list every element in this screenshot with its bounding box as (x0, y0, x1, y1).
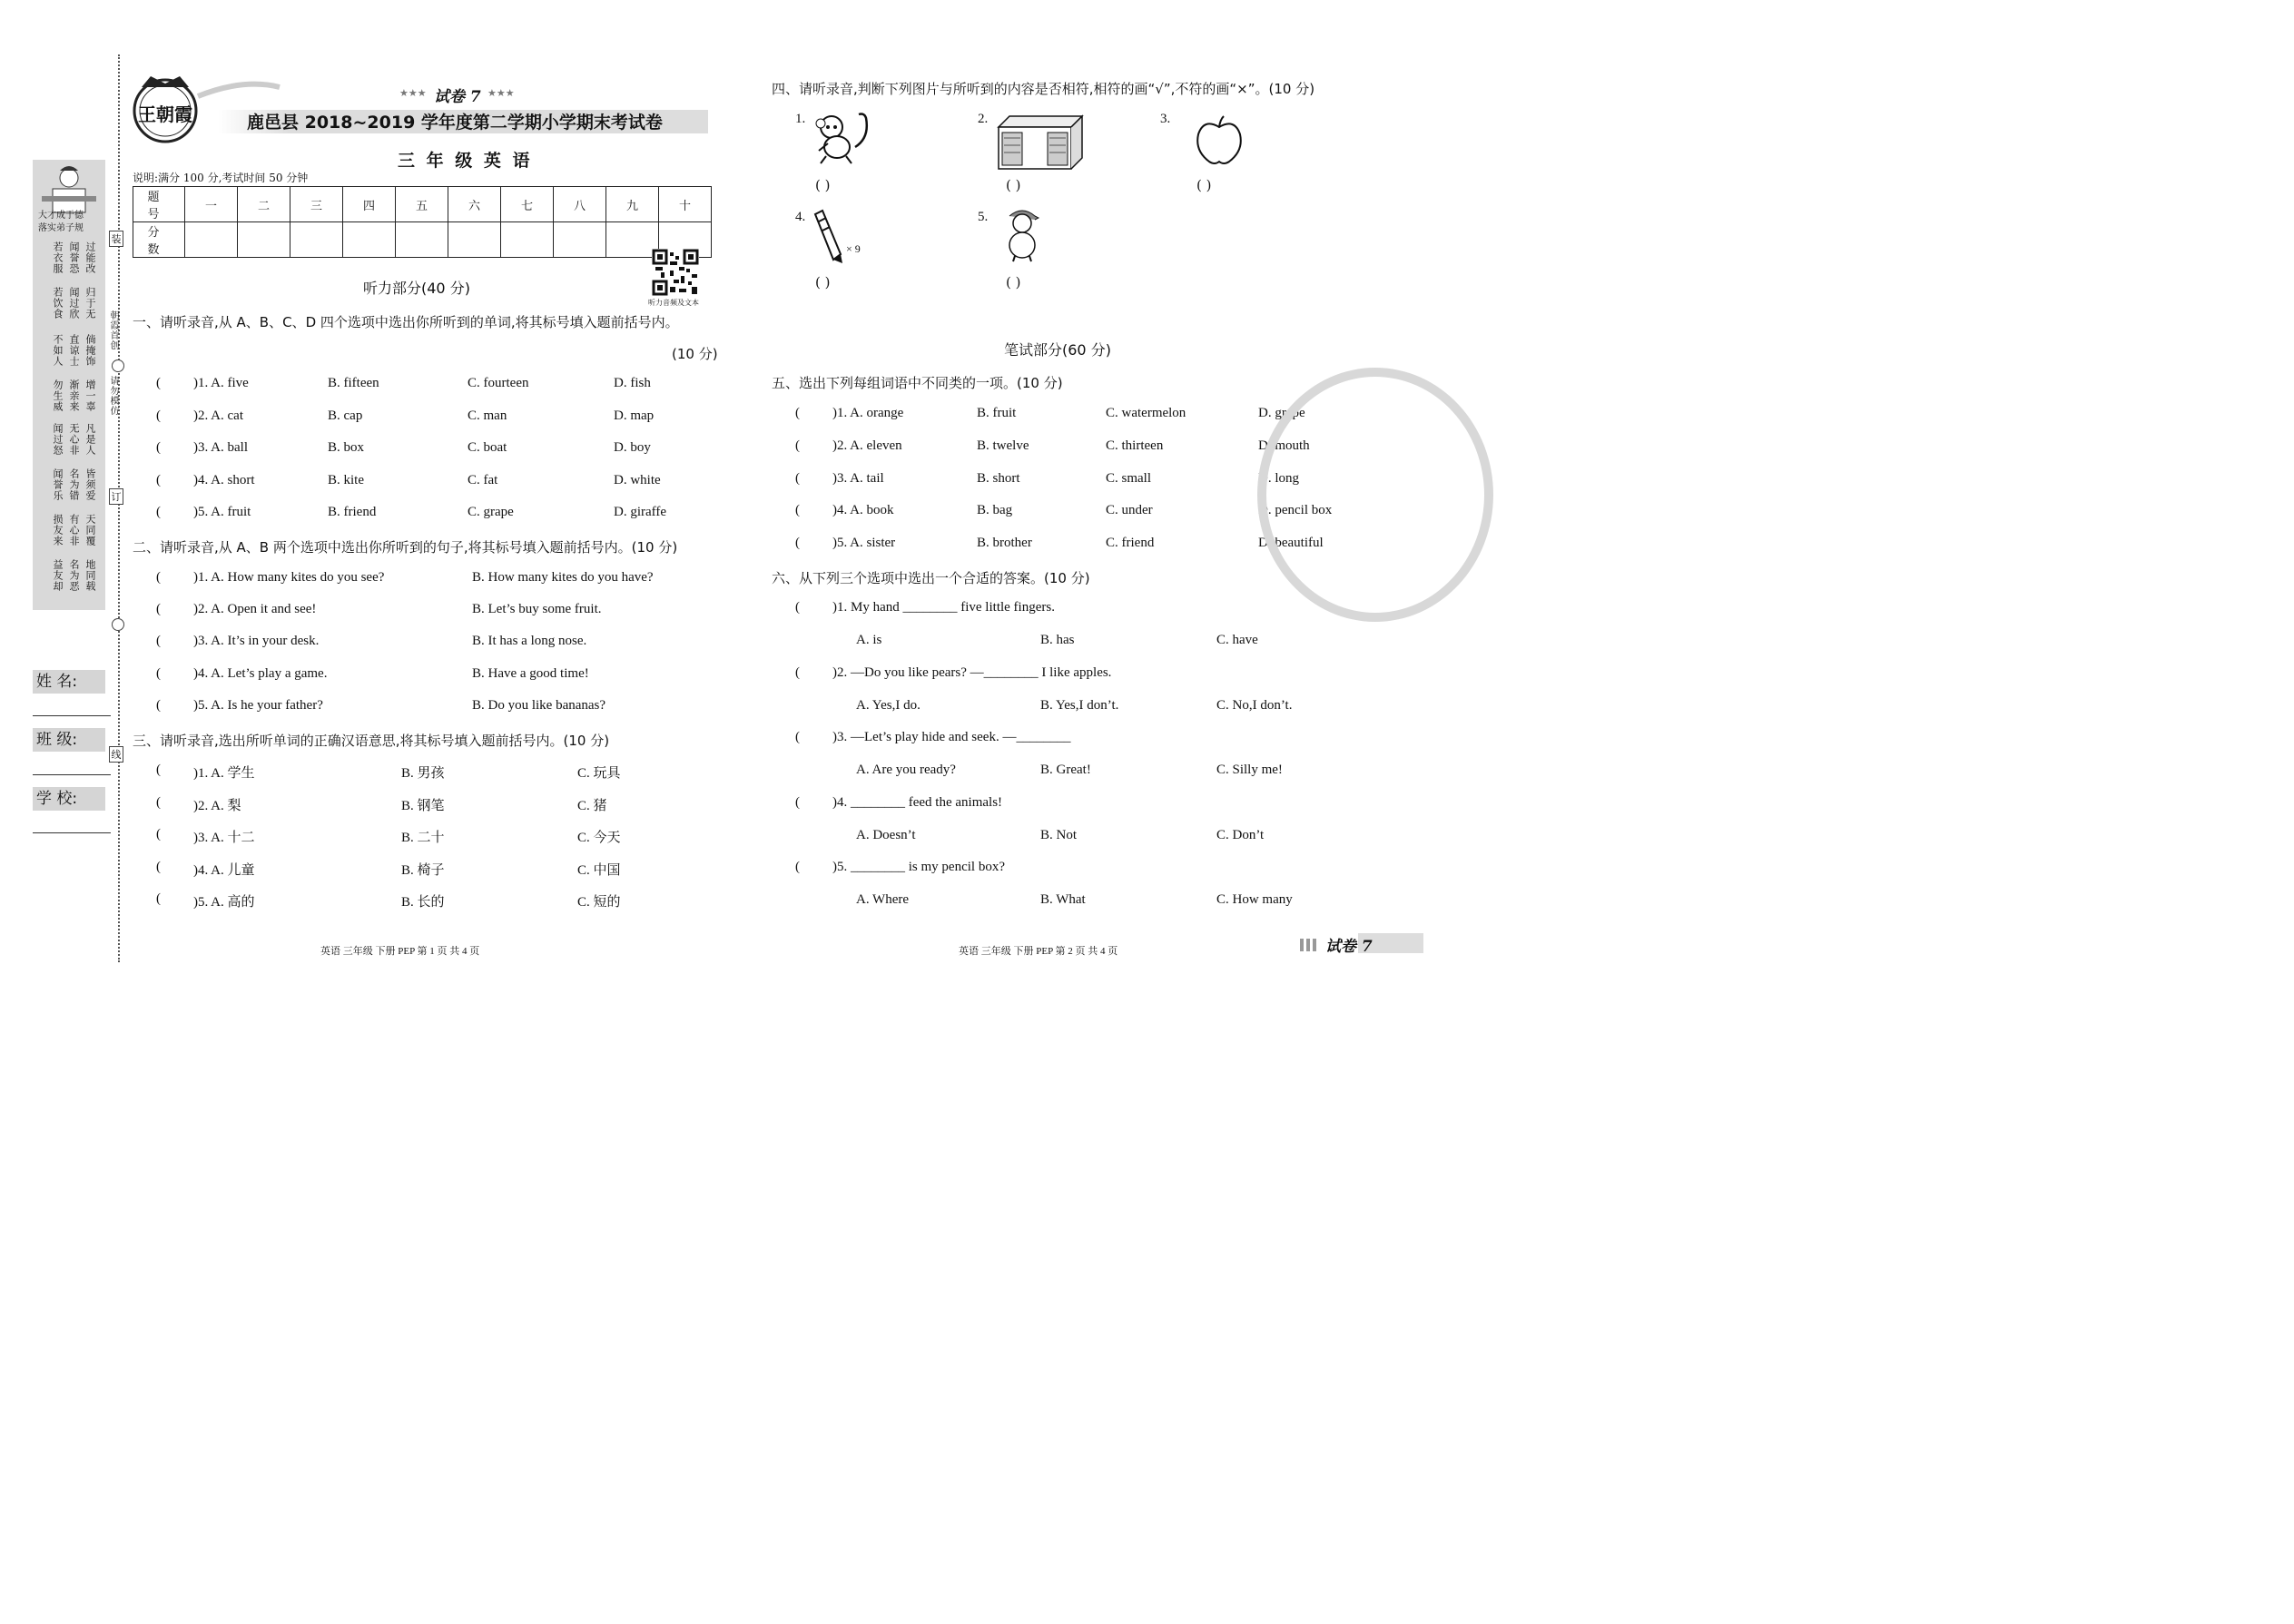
option-c: C. Don’t (1216, 828, 1265, 842)
option-a: )4. A. Let’s play a game. (193, 666, 328, 681)
option-c: C. friend (1106, 536, 1155, 550)
option-a: A. Are you ready? (856, 763, 956, 777)
answer-paren[interactable]: ( (156, 602, 161, 616)
picture-number: 3. (1160, 112, 1171, 126)
section-1-points: (10 分) (672, 346, 718, 362)
answer-paren[interactable]: ( ) (1006, 177, 1021, 193)
section-5-title: 五、选出下列每组词语中不同类的一项。(10 分) (772, 375, 1063, 391)
option-b: B. Great! (1040, 763, 1091, 777)
page-footer-left: 英语 三年级 下册 PEP 第 1 页 共 4 页 (320, 946, 480, 957)
option-d: D. giraffe (614, 505, 667, 519)
answer-paren[interactable]: ( (795, 471, 800, 486)
option-b: B. friend (328, 505, 377, 519)
sidebar-motto: 过能改 闻誉恐 若衣服 归于无 闻过欣 若饮食 倘掩饰 直谅士 不如人 增一辜 渐亲来 勿生威 凡是人 无心非 闻过怒 皆须爱 名为错 闻誉乐 天同覆 有心非 损友来 地同载 名为恶 益友却 (52, 241, 96, 592)
option-c: C. Silly me! (1216, 763, 1283, 777)
option-b: B. 椅子 (401, 863, 445, 878)
option-a: )2. A. Open it and see! (193, 602, 317, 616)
score-cell[interactable] (606, 222, 659, 258)
binding-line (118, 54, 120, 962)
footer-dots-icon (1300, 939, 1318, 951)
option-c: C. watermelon (1106, 406, 1186, 420)
binding-mark: 订 (109, 488, 123, 505)
score-col: 六 (448, 187, 501, 222)
quantity-label: × 9 (846, 242, 861, 255)
score-table-row (133, 187, 712, 222)
exam-title: 鹿邑县 2018~2019 学年度第二学期小学期末考试卷 (247, 113, 663, 133)
qr-caption: 听力音频及文本 (648, 299, 699, 307)
option-b: B. twelve (977, 438, 1029, 453)
answer-paren[interactable]: ( (156, 666, 161, 681)
option-b: B. It has a long nose. (472, 634, 587, 648)
binding-hole-icon (112, 359, 124, 372)
score-col: 五 (396, 187, 448, 222)
page-footer-right: 英语 三年级 下册 PEP 第 2 页 共 4 页 (959, 946, 1118, 957)
option-a: )1. A. five (193, 376, 249, 390)
score-col: 一 (185, 187, 238, 222)
sidebar-top-text: 大才成于德 (38, 211, 84, 221)
answer-paren[interactable]: ( (156, 376, 161, 390)
option-a: )2. A. 梨 (193, 799, 241, 813)
option-d: D. grape (1258, 406, 1305, 420)
option-a: )1. A. orange (832, 406, 904, 420)
option-b: B. 钢笔 (401, 799, 445, 813)
option-c: C. thirteen (1106, 438, 1164, 453)
answer-paren[interactable]: ( (156, 408, 161, 423)
answer-paren[interactable]: ( (795, 536, 800, 550)
motto-sidebar (33, 160, 105, 610)
option-d: D. fish (614, 376, 651, 390)
option-a: )3. A. 十二 (193, 831, 255, 845)
option-b: B. What (1040, 892, 1086, 907)
picture-number: 2. (978, 112, 989, 126)
option-a: )4. A. short (193, 473, 255, 487)
answer-paren[interactable]: ( (795, 730, 800, 744)
score-table (133, 186, 712, 258)
writing-title: 笔试部分(60 分) (1004, 341, 1111, 359)
score-col: 十 (659, 187, 712, 222)
option-c: C. 猪 (577, 799, 607, 813)
option-b: B. fruit (977, 406, 1017, 420)
option-a: )3. A. ball (193, 440, 248, 455)
binding-mark: 装 (109, 231, 123, 247)
option-d: D. mouth (1258, 438, 1310, 453)
option-c: C. fourteen (468, 376, 529, 390)
exam-subject: 三 年 级 英 语 (398, 151, 533, 171)
binding-hole-icon (112, 618, 124, 631)
option-c: C. small (1106, 471, 1152, 486)
answer-paren[interactable]: ( (156, 505, 161, 519)
option-b: B. cap (328, 408, 363, 423)
option-a: A. Where (856, 892, 910, 907)
answer-paren[interactable]: ( (795, 860, 800, 874)
score-cell[interactable] (501, 222, 554, 258)
option-d: D. map (614, 408, 655, 423)
option-c: C. man (468, 408, 507, 423)
answer-paren[interactable]: ( ) (815, 274, 831, 290)
section-1-title: 一、请听录音,从 A、B、C、D 四个选项中选出你所听到的单词,将其标号填入题前括号内。 (133, 314, 679, 330)
answer-paren[interactable]: ( (156, 795, 161, 810)
answer-paren[interactable]: ( (156, 473, 161, 487)
score-col: 二 (238, 187, 290, 222)
option-a: )2. A. cat (193, 408, 243, 423)
boy-icon (1002, 207, 1042, 263)
score-cell[interactable] (554, 222, 606, 258)
option-c: C. 玩具 (577, 766, 621, 781)
score-table-row (133, 222, 712, 258)
option-c: C. No,I don’t. (1216, 698, 1293, 713)
option-b: B. box (328, 440, 365, 455)
option-a: )4. A. 儿童 (193, 863, 255, 878)
score-col: 四 (343, 187, 396, 222)
option-b: B. short (977, 471, 1020, 486)
score-cell[interactable] (396, 222, 448, 258)
option-b: B. Yes,I don’t. (1040, 698, 1119, 713)
option-b: B. Not (1040, 828, 1078, 842)
answer-paren[interactable]: ( (795, 795, 800, 810)
section-3-title: 三、请听录音,选出所听单词的正确汉语意思,将其标号填入题前括号内。(10 分) (133, 733, 610, 749)
option-b: B. kite (328, 473, 364, 487)
option-b: B. brother (977, 536, 1032, 550)
answer-paren[interactable]: ( (795, 503, 800, 517)
binding-note: 请勿模仿 (108, 376, 118, 416)
answer-paren[interactable]: ( (156, 634, 161, 648)
school-label: 学 校: (33, 787, 105, 811)
option-b: B. Have a good time! (472, 666, 589, 681)
option-c: C. have (1216, 633, 1258, 647)
answer-paren[interactable]: ( (156, 698, 161, 713)
score-col: 三 (290, 187, 343, 222)
score-col: 八 (554, 187, 606, 222)
answer-paren[interactable]: ( ) (1006, 274, 1021, 290)
crayon-icon (810, 209, 846, 265)
score-cell[interactable] (238, 222, 290, 258)
option-a: )3. A. tail (832, 471, 884, 486)
option-b: B. 二十 (401, 831, 445, 845)
answer-paren[interactable]: ( ) (1196, 177, 1212, 193)
score-cell[interactable] (343, 222, 396, 258)
section-2-title: 二、请听录音,从 A、B 两个选项中选出你所听到的句子,将其标号填入题前括号内。(10 分) (133, 539, 678, 556)
footer-tag: 试卷 7 (1325, 938, 1373, 956)
option-c: C. grape (468, 505, 514, 519)
answer-paren[interactable]: ( (795, 600, 800, 615)
option-a: )5. A. sister (832, 536, 896, 550)
class-label: 班 级: (33, 728, 105, 752)
listening-title: 听力部分(40 分) (363, 280, 470, 297)
answer-paren[interactable]: ( (156, 860, 161, 874)
answer-paren[interactable]: ( (156, 891, 161, 906)
option-b: B. fifteen (328, 376, 379, 390)
option-c: C. fat (468, 473, 498, 487)
option-a: )5. A. fruit (193, 505, 251, 519)
question-text: )2. —Do you like pears? —________ I like apples. (832, 665, 1112, 680)
option-a: )5. A. Is he your father? (193, 698, 323, 713)
option-c: C. boat (468, 440, 507, 455)
option-a: )4. A. book (832, 503, 894, 517)
answer-paren[interactable]: ( (156, 570, 161, 585)
answer-paren[interactable]: ( (795, 406, 800, 420)
option-d: D. boy (614, 440, 651, 455)
picture-number: 1. (795, 112, 806, 126)
paper-tag-stars-right: ★★★ (487, 87, 515, 99)
question-text: )3. —Let’s play hide and seek. —________ (832, 730, 1071, 744)
section-4-title: 四、请听录音,判断下列图片与所听到的内容是否相符,相符的画“√”,不符的画“×”。(10 分) (772, 81, 1315, 97)
option-a: )3. A. It’s in your desk. (193, 634, 320, 648)
section-6-title: 六、从下列三个选项中选出一个合适的答案。(10 分) (772, 570, 1090, 586)
answer-paren[interactable]: ( (795, 665, 800, 680)
option-b: B. 长的 (401, 895, 445, 910)
logo-text: 王朝霞 (138, 103, 192, 125)
option-a: A. is (856, 633, 882, 647)
option-a: )5. A. 高的 (193, 895, 255, 910)
answer-paren[interactable]: ( (156, 827, 161, 842)
option-b: B. 男孩 (401, 766, 445, 781)
option-b: B. How many kites do you have? (472, 570, 654, 585)
option-a: )1. A. 学生 (193, 766, 255, 781)
question-text: )4. ________ feed the animals! (832, 795, 1003, 810)
score-cell[interactable] (185, 222, 238, 258)
option-c: C. 今天 (577, 831, 621, 845)
option-a: )1. A. How many kites do you see? (193, 570, 385, 585)
option-d: D. pencil box (1258, 503, 1333, 517)
option-d: D. white (614, 473, 661, 487)
name-field[interactable] (33, 715, 111, 716)
score-cell[interactable] (448, 222, 501, 258)
score-col: 九 (606, 187, 659, 222)
apple-icon (1195, 114, 1244, 165)
option-c: C. How many (1216, 892, 1293, 907)
answer-paren[interactable]: ( (156, 763, 161, 777)
name-label: 姓 名: (33, 670, 105, 694)
option-c: C. under (1106, 503, 1153, 517)
picture-number: 5. (978, 210, 989, 224)
class-field[interactable] (33, 774, 111, 775)
option-a: A. Doesn’t (856, 828, 916, 842)
binding-mark: 线 (109, 746, 123, 763)
desk-icon (995, 113, 1086, 171)
option-d: D. long (1258, 471, 1299, 486)
qr-code-icon[interactable] (652, 249, 699, 296)
question-text: )1. My hand ________ five little fingers. (832, 600, 1055, 615)
answer-paren[interactable]: ( ) (815, 177, 831, 193)
seal-watermark (1257, 368, 1493, 622)
option-c: C. 中国 (577, 863, 621, 878)
score-col: 七 (501, 187, 554, 222)
option-b: B. has (1040, 633, 1075, 647)
option-a: )2. A. eleven (832, 438, 902, 453)
binding-note: 朝霞首创 (108, 310, 118, 350)
paper-tag-stars-left: ★★★ (399, 87, 427, 99)
picture-number: 4. (795, 210, 806, 224)
exam-note: 说明:满分 100 分,考试时间 50 分钟 (133, 172, 309, 184)
score-cell[interactable] (290, 222, 343, 258)
option-b: B. Do you like bananas? (472, 698, 606, 713)
score-table-head: 分 数 (133, 222, 185, 258)
sidebar-top-text: 落实弟子规 (38, 223, 84, 233)
paper-tag: 试卷 7 (434, 88, 481, 106)
option-d: D. beautiful (1258, 536, 1324, 550)
answer-paren[interactable]: ( (795, 438, 800, 453)
option-a: A. Yes,I do. (856, 698, 921, 713)
question-text: )5. ________ is my pencil box? (832, 860, 1005, 874)
monkey-icon (810, 111, 873, 167)
answer-paren[interactable]: ( (156, 440, 161, 455)
option-b: B. Let’s buy some fruit. (472, 602, 602, 616)
option-b: B. bag (977, 503, 1013, 517)
school-field[interactable] (33, 832, 111, 833)
option-c: C. 短的 (577, 895, 621, 910)
score-table-head: 题 号 (133, 187, 185, 222)
